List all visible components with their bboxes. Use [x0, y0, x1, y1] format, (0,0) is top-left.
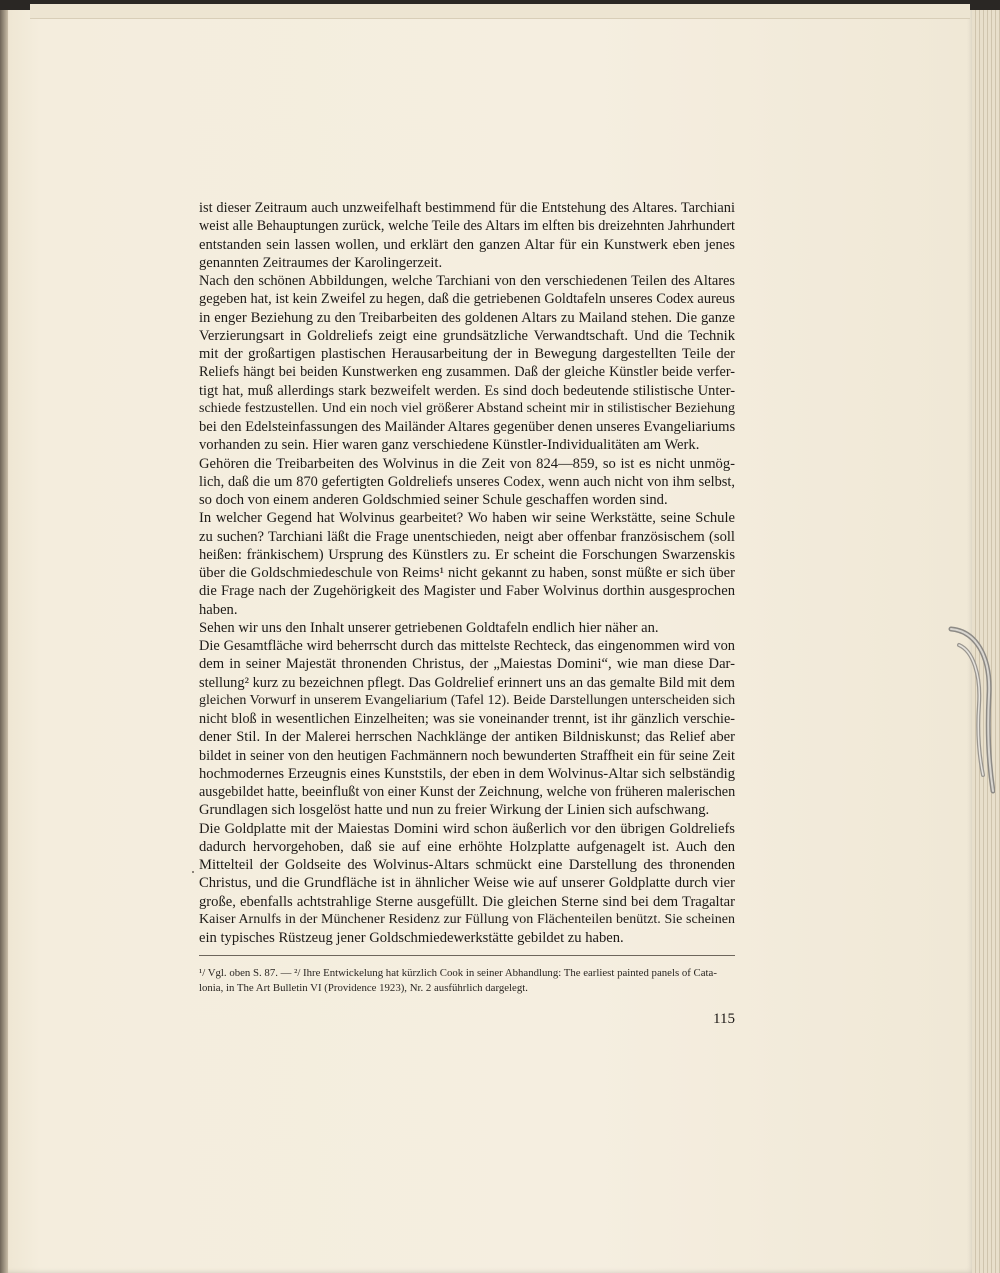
text-line: heißen: fränkischem) Ursprung des Künstlers zu. Er scheint die Forschungen Swarzenskis [199, 546, 735, 563]
footnote-line: lonia, in The Art Bulletin VI (Providence 1923), Nr. 2 ausführlich dargelegt. [199, 982, 528, 994]
text-line: so doch von einem anderen Goldschmied seiner Schule geschaffen worden sind. [199, 492, 668, 508]
footnote-line: ¹/ Vgl. oben S. 87. — ²/ Ihre Entwickelung hat kürzlich Cook in seiner Abhandlung: The earliest painted panels of Cata- [199, 967, 717, 979]
footnotes [199, 966, 735, 996]
text-line: ein typisches Rüstzeug jener Goldschmiedewerkstätte gebildet zu haben. [199, 930, 624, 946]
text-line: Sehen wir uns den Inhalt unserer getriebenen Goldtafeln endlich hier näher an. [199, 619, 659, 636]
text-line: zu suchen? Tarchiani läßt die Frage unentschieden, neigt aber offenbar französischem (soll [199, 528, 735, 545]
margin-speck [192, 871, 194, 873]
body-text [199, 199, 735, 947]
text-line: ist dieser Zeitraum auch unzweifelhaft bestimmend für die Entstehung des Altares. Tarchiani [199, 200, 735, 216]
text-line: stellung² kurz zu bezeichnen pflegt. Das Goldrelief erinnert uns an das gemalte Bild mit dem [199, 674, 735, 691]
text-line: lich, daß die um 870 gefertigten Goldreliefs unseres Codex, wenn auch nicht von ihm selbst, [199, 473, 735, 490]
text-line: Grundlagen sich losgelöst hatte und nun zu freier Wirkung der Linien sich aufschwang. [199, 802, 710, 819]
text-line: Die Goldplatte mit der Maiestas Domini wird schon äußerlich vor den übrigen Goldreliefs [199, 820, 735, 837]
text-line: Gehören die Treibarbeiten des Wolvinus in die Zeit von 824—859, so ist es nicht unmög- [199, 455, 735, 472]
text-line: nicht bloß in wesentlichen Einzelheiten; was sie voneinander trennt, ist ihr gänzlich verschie- [199, 711, 735, 727]
text-line: dem in seiner Majestät thronenden Christus, der „Maiestas Domini“, wie man diese Dar- [199, 656, 735, 673]
text-line: Nach den schönen Abbildungen, welche Tarchiani von den verschiedenen Teilen des Altares [199, 273, 735, 289]
text-line: hochmodernes Erzeugnis eines Kunststils, der eben in dem Wolvinus-Altar sich selbständig [199, 765, 735, 782]
text-line: schiede festzustellen. Und ein noch viel größerer Abstand scheint mir in stilistischer Beziehung [199, 400, 735, 416]
text-line: bei den Edelsteinfassungen des Mailänder Altares gegenüber denen unseres Evangeliariums [199, 419, 736, 435]
text-line: über die Goldschmiedeschule von Reims¹ nicht gekannt zu haben, sonst müßte er sich über [199, 565, 735, 581]
page-number: 115 [713, 1011, 735, 1027]
text-line: Mittelteil der Goldseite des Wolvinus-Altars schmückt eine Darstellung des thronenden [199, 857, 735, 873]
text-line: ausgebildet hatte, beeinflußt von einer Kunst der Zeichnung, welche von früheren malerischen [199, 784, 736, 800]
text-line: Reliefs hängt bei beiden Kunstwerken eng zusammen. Daß der gleiche Künstler beide verfer- [199, 364, 735, 381]
text-line: haben. [199, 601, 238, 618]
text-line: dener Stil. In der Malerei herrschen Nachklänge der antiken Bildniskunst; das Relief aber [199, 729, 735, 746]
text-line: große, ebenfalls achtstrahlige Sterne ausgefüllt. Die gleichen Sterne sind bei dem Tragaltar [199, 893, 735, 910]
text-line: Verzierungsart in Goldreliefs zeigt eine grundsätzliche Verwandtschaft. Und die Technik [199, 327, 735, 344]
footnote-divider [199, 955, 735, 956]
text-line: entstanden sein lassen wollen, und erklärt den ganzen Altar für ein Kunstwerk eben jenes [199, 236, 735, 253]
text-line: mit der großartigen plastischen Herausarbeitung der in Bewegung dargestellten Teile der [199, 346, 735, 362]
text-line: in enger Beziehung zu den Treibarbeiten des goldenen Altars zu Mailand stehen. Die ganze [199, 309, 735, 326]
text-line: weist alle Behauptungen zurück, welche Teile des Altars im elften bis dreizehnten Jahrhundert [199, 218, 735, 235]
text-line: gleichen Vorwurf in unserem Evangeliarium (Tafel 12). Beide Darstellungen unterscheiden sich [199, 692, 736, 708]
text-line: Christus, und die Grundfläche ist in ähnlicher Weise wie auf unserer Goldplatte durch vier [199, 875, 735, 892]
underlying-page-edge [30, 4, 970, 19]
text-line: dadurch hervorgehoben, daß sie auf eine erhöhte Holzplatte aufgenagelt ist. Auch den [199, 838, 735, 855]
text-line: In welcher Gegend hat Wolvinus gearbeitet? Wo haben wir seine Werkstätte, seine Schule [199, 510, 735, 527]
text-line: gegeben hat, ist kein Zweifel zu hegen, daß die getriebenen Goldtafeln unseres Codex aureus [199, 291, 735, 308]
text-line: bildet in seiner von den heutigen Fachmännern noch bewunderten Straffheit ein für seine Zeit [199, 747, 735, 764]
text-line: vorhanden zu sein. Hier waren ganz verschiedene Künstler-Individualitäten am Werk. [199, 437, 700, 454]
text-line: genannten Zeitraumes der Karolingerzeit. [199, 254, 443, 271]
text-line: die Frage nach der Zugehörigkeit des Magister und Faber Wolvinus dorthin ausgesprochen [199, 583, 735, 600]
text-line: Die Gesamtfläche wird beherrscht durch das mittelste Rechteck, das eingenommen wird von [199, 638, 735, 654]
text-line: tigt hat, muß allerdings stark bezweifelt werden. Es sind doch bedeutende stilistische Unter- [199, 382, 735, 399]
page-gutter-shadow [0, 0, 8, 1273]
text-line: Kaiser Arnulfs in der Münchener Residenz zur Füllung von Flächenteilen benützt. Sie scheinen [199, 911, 735, 927]
paper-clip-icon [945, 625, 995, 795]
